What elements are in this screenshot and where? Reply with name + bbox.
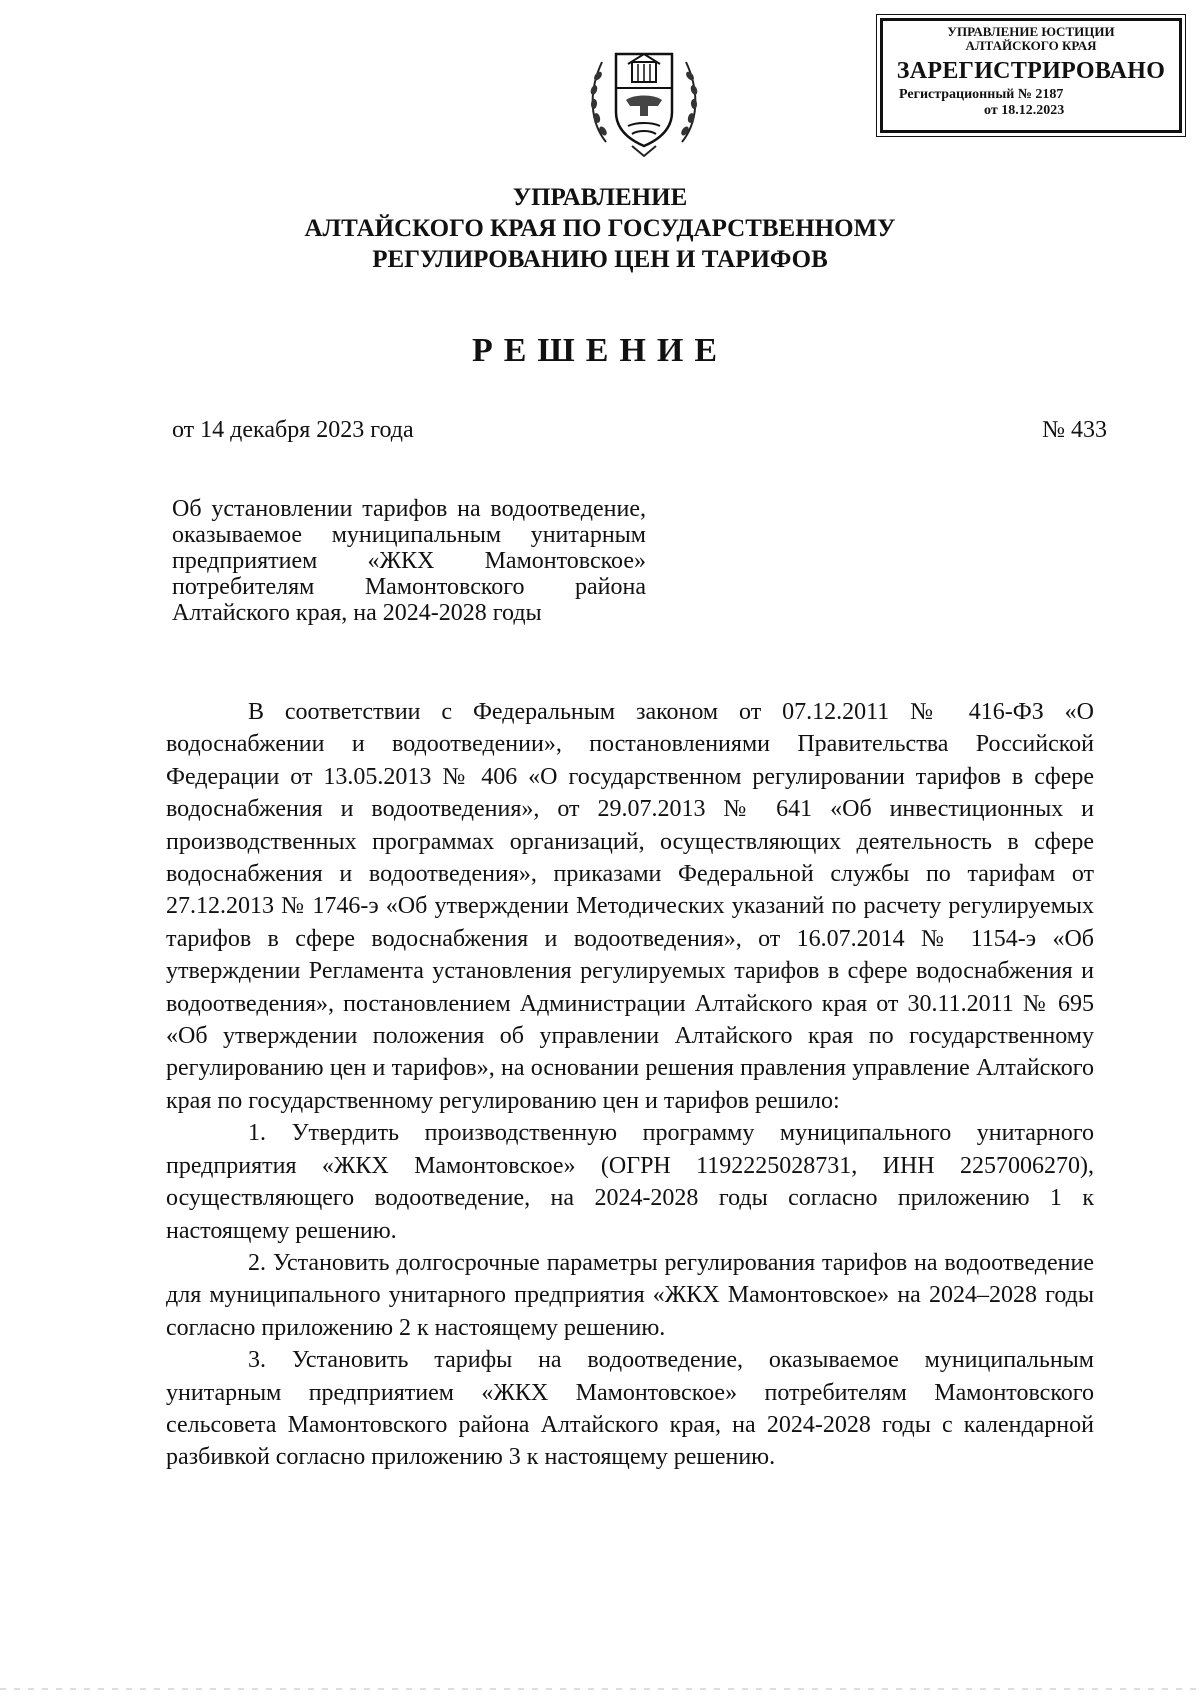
decision-body <box>166 696 1094 1474</box>
stamp-registration-number: Регистрационный № 2187 <box>899 87 1064 102</box>
stamp-authority-line2: АЛТАЙСКОГО КРАЯ <box>965 38 1097 53</box>
scan-bottom-edge <box>0 1688 1200 1690</box>
authority-line3: РЕГУЛИРОВАНИЮ ЦЕН И ТАРИФОВ <box>372 246 828 273</box>
registration-stamp <box>880 18 1182 133</box>
decision-subject: Об установлении тарифов на водоотведение, оказываемое муниципальным унитарным предприятием «ЖКХ Мамонтовское» потребителям Мамонтовского района Алтайского края, на 2024-2028 годы <box>172 496 646 626</box>
decision-item-3: 3. Установить тарифы на водоотведение, оказываемое муниципальным унитарным предприятием «ЖКХ Мамонтовское» потребителям Мамонтовского сельсовета Мамонтовского района Алтайского края, на 2024-2028 годы с календарной разбивкой согласно приложению 3 к настоящему решению. <box>166 1347 1094 1471</box>
document-type-title: РЕШЕНИЕ <box>471 332 729 369</box>
preamble-paragraph: В соответствии с Федеральным законом от 07.12.2011 № 416-ФЗ «О водоснабжении и водоотведении», постановлениями Правительства Российской Федерации от 13.05.2013 № 406 «О государственном регулировании тарифов в сфере водоснабжения и водоотведения», от 29.07.2013 № 641 «Об инвестиционных и производственных программах организаций, осуществляющих деятельность в сфере водоснабжения и водоотведения», приказами Федеральной службы по тарифам от 27.12.2013 № 1746-э «Об утверждении Методических указаний по расчету регулируемых тарифов в сфере водоснабжения и водоотведения», от 16.07.2014 № 1154-э «Об утверждении Регламента установления регулируемых тарифов в сфере водоснабжения и водоотведения», постановлением Администрации Алтайского края от 30.11.2011 № 695 «Об утверждении положения об управлении Алтайского края по государственному регулированию цен и тарифов», на основании решения правления управление Алтайского края по государственному регулированию цен и тарифов решило: <box>166 699 1094 1114</box>
decision-item-1: 1. Утвердить производственную программу муниципального унитарного предприятия «ЖКХ Мамонтовское» (ОГРН 1192225028731, ИНН 2257006270), осуществляющего водоотведение, на 2024-2028 годы согласно приложению 1 к настоящему решению. <box>166 1120 1094 1244</box>
altai-krai-coat-of-arms-icon <box>584 42 704 160</box>
stamp-status: ЗАРЕГИСТРИРОВАНО <box>896 58 1166 84</box>
authority-line1: УПРАВЛЕНИЕ <box>512 184 688 211</box>
decision-date: от 14 декабря 2023 года <box>172 417 414 443</box>
decision-item-2: 2. Установить долгосрочные параметры регулирования тарифов на водоотведение для муниципального унитарного предприятия «ЖКХ Мамонтовское» на 2024–2028 годы согласно приложению 2 к настоящему решению. <box>166 1249 1094 1341</box>
stamp-authority-line1: УПРАВЛЕНИЕ ЮСТИЦИИ <box>947 24 1115 39</box>
issuing-authority <box>150 182 1050 275</box>
stamp-registration-date: от 18.12.2023 <box>984 103 1065 118</box>
authority-line2: АЛТАЙСКОГО КРАЯ ПО ГОСУДАРСТВЕННОМУ <box>304 215 896 242</box>
decision-number: № 433 <box>1042 417 1107 443</box>
